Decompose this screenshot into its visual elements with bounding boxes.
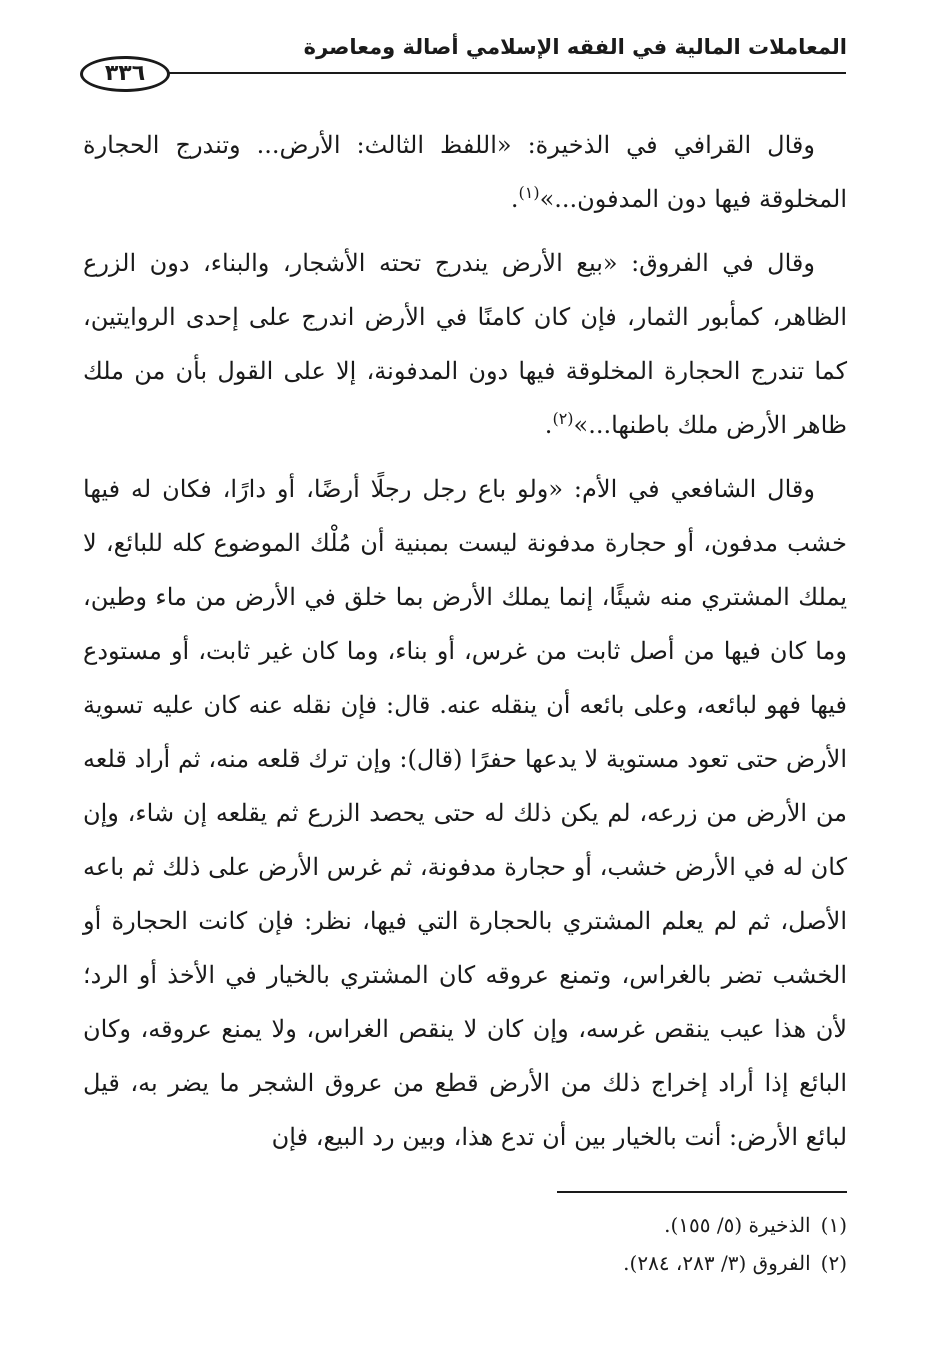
- footnote-marker: (١): [518, 183, 540, 202]
- footnote-separator: [557, 1191, 847, 1193]
- paragraph-text: وقال في الفروق: «بيع الأرض يندرج تحته الأشجار، والبناء، دون الزرع الظاهر، كمأبور الثمار، فإن كان كامنًا في الأرض اندرج على إحدى الروايتين، كما تندرج الحجارة المخلوقة فيها دون المدفونة، إلا على القول بأن من ملك ظاهر الأرض ملك باطنها...»: [83, 249, 847, 439]
- footnote-text: الفروق (٣/ ٢٨٣، ٢٨٤).: [623, 1251, 811, 1275]
- page-number: ٣٣٦: [80, 56, 170, 92]
- footnote-1: [83, 1206, 847, 1244]
- header-rule: [84, 72, 846, 74]
- paragraph-end: .: [510, 185, 519, 213]
- footnote-number: (١): [820, 1213, 847, 1237]
- paragraph-end: .: [544, 411, 553, 439]
- footnote-marker: (٢): [552, 409, 574, 428]
- footnote-2: [83, 1244, 847, 1282]
- paragraph-text: وقال القرافي في الذخيرة: «اللفظ الثالث: الأرض... وتندرج الحجارة المخلوقة فيها دون المدفون...»: [83, 131, 847, 213]
- footnote-text: الذخيرة (٥/ ١٥٥).: [664, 1213, 811, 1237]
- paragraph-shafii-umm: [83, 462, 847, 1164]
- footnotes: [83, 1206, 847, 1282]
- paragraph-text: وقال الشافعي في الأم: «ولو باع رجل رجلًا أرضًا، أو دارًا، فكان له فيها خشب مدفون، أو حجارة مدفونة ليست بمبنية أن مُلْك الموضوع كله للبائع، لا يملك المشتري منه شيئًا، إنما يملك الأرض بما خلق في الأرض من ماء وطين، وما كان فيها من أصل ثابت من غرس، أو بناء، وما كان غير ثابت، أو مستودع فيها فهو لبائعه، وعلى بائعه أن ينقله عنه. قال: فإن نقله عنه كان عليه تسوية الأرض حتى تعود مستوية لا يدعها حفرًا (قال): وإن ترك قلعه منه، ثم أراد قلعه من الأرض من زرعه، لم يكن ذلك له حتى يحصد الزرع ثم يقلعه إن شاء، وإن كان له في الأرض خشب، أو حجارة مدفونة، ثم غرس الأرض على ذلك ثم باعه الأصل، ثم لم يعلم المشتري بالحجارة التي فيها، نظر: فإن كانت الحجارة أو الخشب تضر بالغراس، وتمنع عروقه كان المشتري بالخيار في الأخذ أو الرد؛ لأن هذا عيب ينقص غرسه، وإن كان لا ينقص الغراس، ولا يمنع عروقه، وكان البائع إذا أراد إخراج ذلك من الأرض قطع من عروق الشجر ما يضر به، قيل لبائع الأرض: أنت بالخيار بين أن تدع هذا، وبين رد البيع، فإن: [83, 475, 847, 1151]
- running-title: المعاملات المالية في الفقه الإسلامي أصالة ومعاصرة: [303, 35, 847, 59]
- footnote-number: (٢): [820, 1251, 847, 1275]
- paragraph-qarafi-dhakhira: [83, 118, 847, 226]
- body-text: [83, 118, 847, 1174]
- paragraph-furuq: [83, 236, 847, 452]
